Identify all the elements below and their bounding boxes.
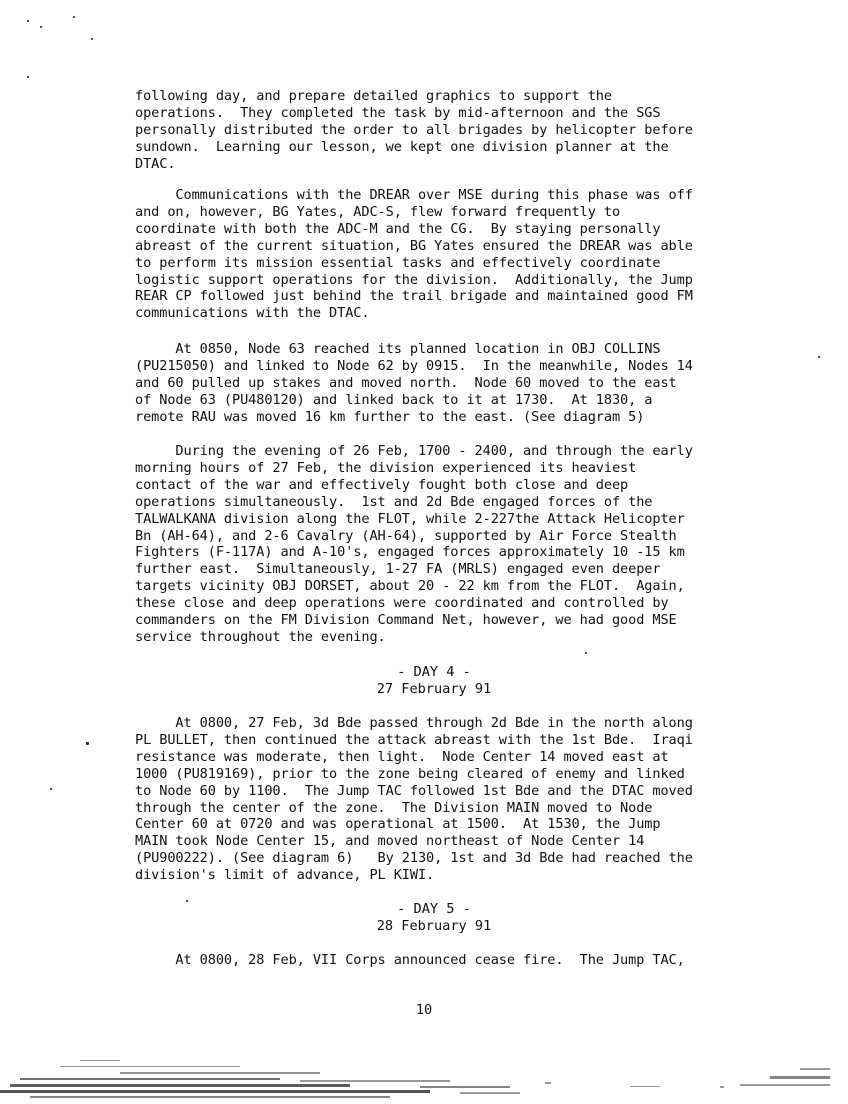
page-number: 10 xyxy=(415,1002,433,1018)
day4-date: 27 February 91 xyxy=(376,681,492,697)
paragraph-evening-battle: During the evening of 26 Feb, 1700 - 2400, and through the early morning hours of 27 Feb, the division experienced its heaviest contact of the war and effectively fought both close and deep operations simultaneously. 1st and 2d Bde engaged forces of the TALWALKANA division along the FLOT, while 2-227the Attack Helicopter Bn (AH-64), and 2-6 Cavalry (AH-64), supported by Air Force Stealth Fighters (F-117A) and A-10's, engaged forces approximately 10 -15 km further east. Simultaneously, 1-27 FA (MRLS) engaged even deeper targets vicinity OBJ DORSET, about 20 - 22 km from the FLOT. Again, these close and deep operations were coordinated and controlled by commanders on the FM Division Command Net, however, we had good MSE service throughout the evening. xyxy=(135,443,693,645)
paragraph-day5: At 0800, 28 Feb, VII Corps announced cease fire. The Jump TAC, xyxy=(135,952,685,968)
paragraph-communications: Communications with the DREAR over MSE during this phase was off and on, however, BG Yates, ADC-S, flew forward frequently to coordinate with both the ADC-M and the CG. By staying personally abreast of the current situation, BG Yates ensured the DREAR was able to perform its mission essential tasks and effectively coordinate logistic support operations for the division. Additionally, the Jump REAR CP followed just behind the trail brigade and maintained good FM communications with the DTAC. xyxy=(135,187,693,322)
day5-date: 28 February 91 xyxy=(376,918,492,934)
scan-speck xyxy=(585,652,587,654)
scan-speck xyxy=(40,26,42,28)
paragraph-node-movement: At 0850, Node 63 reached its planned location in OBJ COLLINS (PU215050) and linked to Node 62 by 0915. In the meanwhile, Nodes 14 and 60 pulled up stakes and moved north. Node 60 moved to the east of Node 63 (PU480120) and linked back to it at 1730. At 1830, a remote RAU was moved 16 km further to the east. (See diagram 5) xyxy=(135,341,693,425)
scan-speck xyxy=(818,356,820,358)
day4-heading: - DAY 4 - xyxy=(397,664,471,680)
scan-speck xyxy=(27,20,29,22)
scan-speck xyxy=(27,76,29,78)
scan-speck xyxy=(91,38,93,40)
scan-speck xyxy=(73,16,75,18)
paragraph-planning: following day, and prepare detailed graphics to support the operations. They completed the task by mid-afternoon and the SGS personally distributed the order to all brigades by helicopter before sundown. Learning our lesson, we kept one division planner at the DTAC. xyxy=(135,88,693,172)
paragraph-day4: At 0800, 27 Feb, 3d Bde passed through 2d Bde in the north along PL BULLET, then continued the attack abreast with the 1st Bde. Iraqi resistance was moderate, then light. Node Center 14 moved east at 1000 (PU819169), prior to the zone being cleared of enemy and linked to Node 60 by 1100. The Jump TAC followed 1st Bde and the DTAC moved through the center of the zone. The Division MAIN moved to Node Center 60 at 0720 and was operational at 1500. At 1530, the Jump MAIN took Node Center 15, and moved northeast of Node Center 14 (PU900222). (See diagram 6) By 2130, 1st and 3d Bde had reached the division's limit of advance, PL KIWI. xyxy=(135,715,693,884)
day5-heading: - DAY 5 - xyxy=(397,901,471,917)
scan-speck xyxy=(50,788,52,790)
scan-noise-decoration xyxy=(0,1020,848,1104)
scan-speck xyxy=(86,742,89,745)
